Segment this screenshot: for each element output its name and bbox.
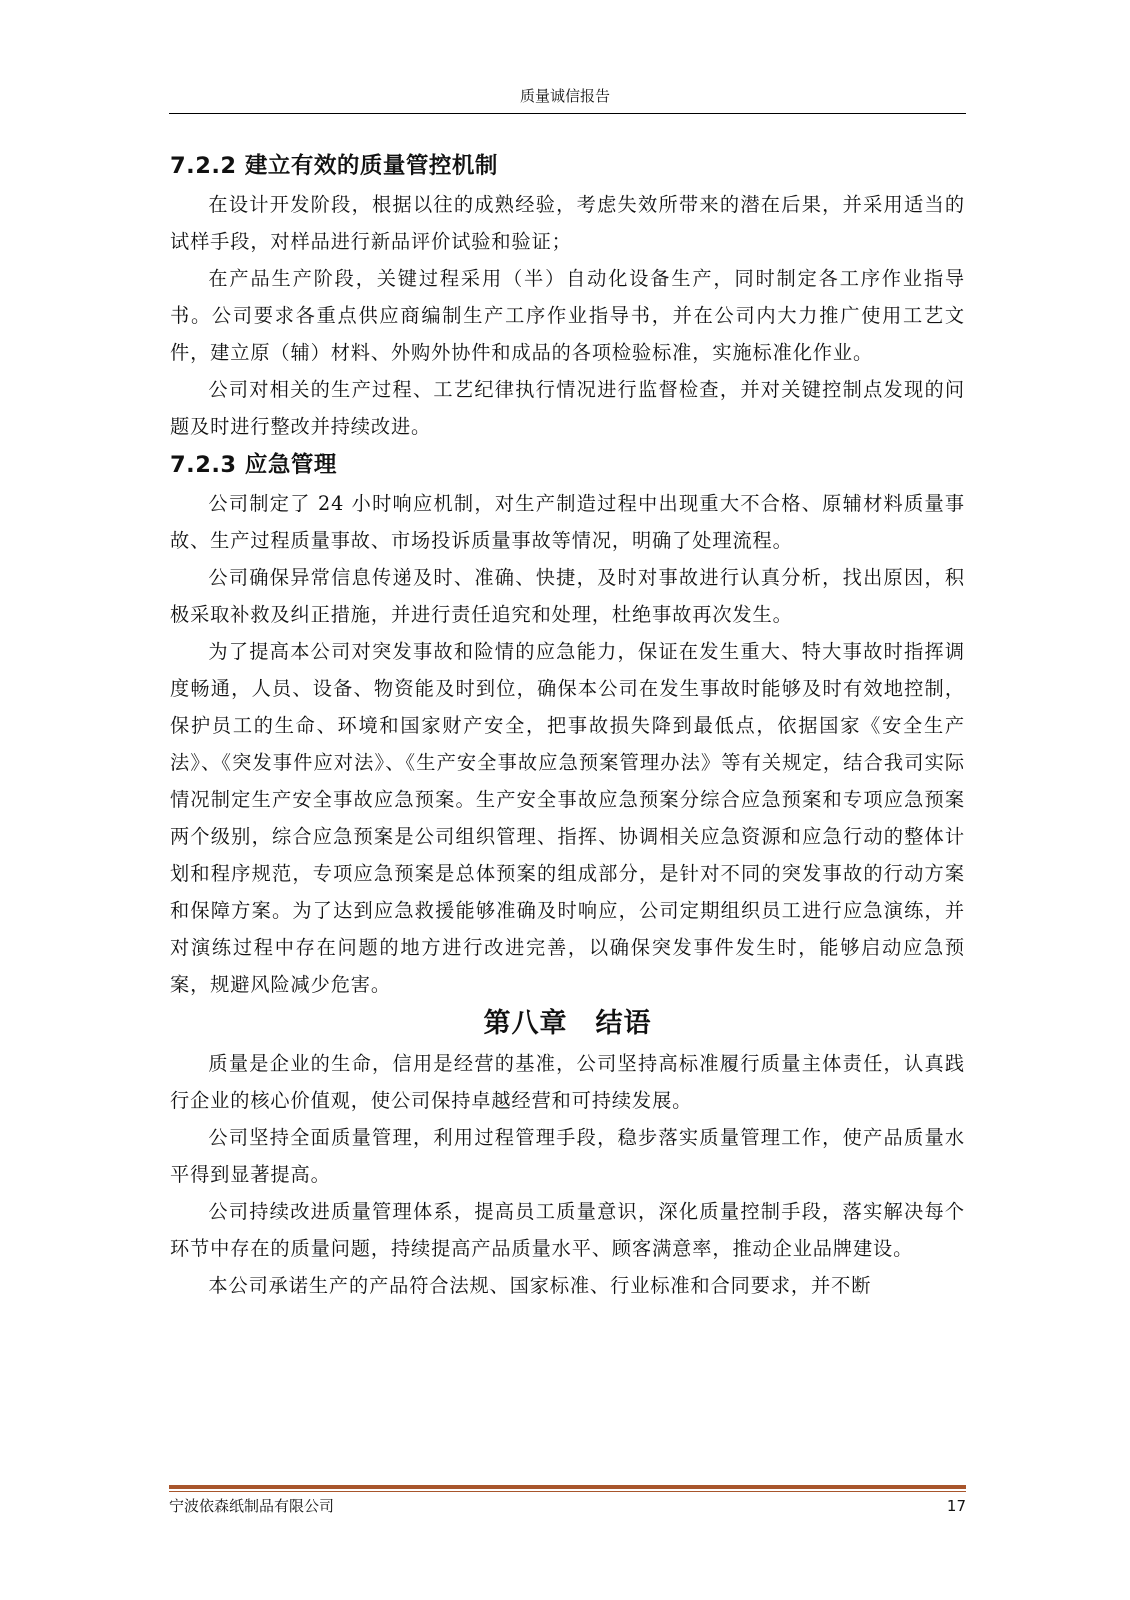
section-heading-7-2-2: 7.2.2 建立有效的质量管控机制 xyxy=(170,153,498,179)
footer-company-name: 宁波依森纸制品有限公司 xyxy=(169,1497,335,1515)
paragraph: 公司持续改进质量管理体系，提高员工质量意识，深化质量控制手段，落实解决每个环节中存在的质量问题，持续提高产品质量水平、顾客满意率，推动企业品牌建设。 xyxy=(170,1200,965,1260)
paragraph: 在设计开发阶段，根据以往的成熟经验，考虑失效所带来的潜在后果，并采用适当的试样手段，对样品进行新品评价试验和验证； xyxy=(170,193,965,253)
paragraph: 公司对相关的生产过程、工艺纪律执行情况进行监督检查，并对关键控制点发现的问题及时进行整改并持续改进。 xyxy=(170,378,965,438)
paragraph: 公司坚持全面质量管理，利用过程管理手段，稳步落实质量管理工作，使产品质量水平得到显著提高。 xyxy=(170,1126,965,1186)
page-number: 17 xyxy=(946,1497,966,1515)
page-body xyxy=(170,146,965,1304)
footer-divider-thick xyxy=(169,1485,966,1489)
paragraph: 在产品生产阶段，关键过程采用（半）自动化设备生产，同时制定各工序作业指导书。公司要求各重点供应商编制生产工序作业指导书，并在公司内大力推广使用工艺文件，建立原（辅）材料、外购外协件和成品的各项检验标准，实施标准化作业。 xyxy=(170,267,965,364)
paragraph: 公司确保异常信息传递及时、准确、快捷，及时对事故进行认真分析，找出原因，积极采取补救及纠正措施，并进行责任追究和处理，杜绝事故再次发生。 xyxy=(170,566,965,626)
paragraph: 为了提高本公司对突发事故和险情的应急能力，保证在发生重大、特大事故时指挥调度畅通，人员、设备、物资能及时到位，确保本公司在发生事故时能够及时有效地控制，保护员工的生命、环境和国家财产安全，把事故损失降到最低点，依据国家《安全生产法》、《突发事件应对法》、《生产安全事故应急预案管理办法》等有关规定，结合我司实际情况制定生产安全事故应急预案。生产安全事故应急预案分综合应急预案和专项应急预案两个级别，综合应急预案是公司组织管理、指挥、协调相关应急资源和应急行动的整体计划和程序规范，专项应急预案是总体预案的组成部分，是针对不同的突发事故的行动方案和保障方案。为了达到应急救援能够准确及时响应，公司定期组织员工进行应急演练，并对演练过程中存在问题的地方进行改进完善，以确保突发事件发生时，能够启动应急预案，规避风险减少危害。 xyxy=(170,640,965,996)
header-divider xyxy=(169,113,966,114)
footer-divider-thin xyxy=(169,1491,966,1492)
paragraph: 公司制定了 24 小时响应机制，对生产制造过程中出现重大不合格、原辅材料质量事故、生产过程质量事故、市场投诉质量事故等情况，明确了处理流程。 xyxy=(170,492,965,552)
paragraph: 质量是企业的生命，信用是经营的基准，公司坚持高标准履行质量主体责任，认真践行企业的核心价值观，使公司保持卓越经营和可持续发展。 xyxy=(170,1052,965,1112)
chapter-heading: 第八章 结语 xyxy=(483,1008,652,1039)
section-heading-7-2-3: 7.2.3 应急管理 xyxy=(170,452,337,478)
running-header-title: 质量诚信报告 xyxy=(519,87,610,105)
paragraph: 本公司承诺生产的产品符合法规、国家标准、行业标准和合同要求，并不断 xyxy=(208,1274,872,1297)
